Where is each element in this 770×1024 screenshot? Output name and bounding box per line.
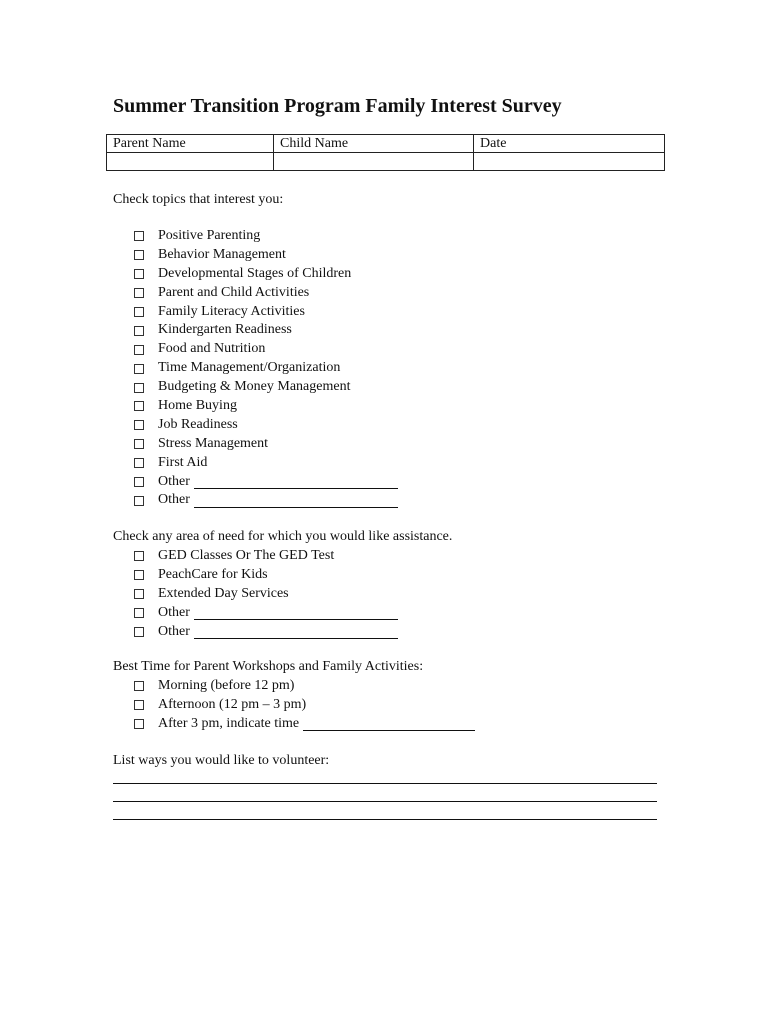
checkbox[interactable]: [134, 496, 144, 506]
list-item[interactable]: [134, 715, 475, 734]
checkbox-label: Home Buying: [158, 398, 237, 414]
checkbox[interactable]: [134, 458, 144, 468]
parent-name-field[interactable]: [107, 153, 274, 171]
checkbox[interactable]: [134, 401, 144, 411]
checkbox-label: Other: [158, 604, 190, 620]
checkbox[interactable]: [134, 719, 144, 729]
checkbox[interactable]: [134, 288, 144, 298]
best-time-checklist: [134, 677, 475, 734]
checkbox[interactable]: [134, 477, 144, 487]
checkbox[interactable]: [134, 551, 144, 561]
checkbox-label: Other: [158, 492, 190, 508]
list-item[interactable]: [134, 547, 398, 566]
checkbox-label: Time Management/Organization: [158, 360, 341, 376]
checkbox-label: Parent and Child Activities: [158, 284, 310, 300]
checkbox-label: Kindergarten Readiness: [158, 322, 292, 338]
list-item[interactable]: [134, 416, 398, 435]
checkbox-label: PeachCare for Kids: [158, 566, 268, 582]
checkbox-label: GED Classes Or The GED Test: [158, 548, 335, 563]
child-name-header: Child Name: [274, 135, 474, 153]
checkbox[interactable]: [134, 326, 144, 336]
checkbox-label: Positive Parenting: [158, 228, 261, 243]
other-topic-blank[interactable]: [194, 494, 398, 508]
checkbox-label: Family Literacy Activities: [158, 303, 305, 319]
assistance-label: Check any area of need for which you would like assistance.: [113, 529, 453, 544]
list-item[interactable]: [134, 696, 475, 715]
list-item[interactable]: [134, 454, 398, 473]
list-item[interactable]: [134, 491, 398, 510]
checkbox[interactable]: [134, 589, 144, 599]
checkbox[interactable]: [134, 420, 144, 430]
checkbox-label: Job Readiness: [158, 416, 238, 432]
list-item[interactable]: [134, 473, 398, 492]
checkbox-label: Budgeting & Money Management: [158, 379, 351, 395]
checkbox[interactable]: [134, 364, 144, 374]
checkbox[interactable]: [134, 345, 144, 355]
list-item[interactable]: [134, 435, 398, 454]
time-blank[interactable]: [303, 717, 475, 731]
topics-checklist: [134, 227, 398, 510]
list-item[interactable]: [134, 623, 398, 642]
list-item[interactable]: [134, 284, 398, 303]
list-item[interactable]: [134, 566, 398, 585]
volunteer-line[interactable]: [113, 801, 657, 802]
best-time-label: Best Time for Parent Workshops and Family Activities:: [113, 659, 424, 674]
checkbox-label: Developmental Stages of Children: [158, 265, 352, 281]
page-title: Summer Transition Program Family Interest Survey: [113, 95, 562, 117]
checkbox[interactable]: [134, 439, 144, 449]
checkbox[interactable]: [134, 269, 144, 279]
checkbox-label: Stress Management: [158, 435, 269, 451]
checkbox[interactable]: [134, 700, 144, 710]
checkbox-label: Food and Nutrition: [158, 341, 266, 357]
checkbox[interactable]: [134, 307, 144, 317]
checkbox[interactable]: [134, 250, 144, 260]
list-item[interactable]: [134, 340, 398, 359]
list-item[interactable]: [134, 378, 398, 397]
date-field[interactable]: [474, 153, 665, 171]
checkbox-label: Extended Day Services: [158, 585, 289, 601]
list-item[interactable]: [134, 227, 398, 246]
checkbox[interactable]: [134, 231, 144, 241]
date-header: Date: [474, 135, 665, 153]
checkbox[interactable]: [134, 383, 144, 393]
checkbox[interactable]: [134, 681, 144, 691]
topics-label: Check topics that interest you:: [113, 192, 284, 207]
info-table-input-row: [107, 153, 665, 171]
checkbox[interactable]: [134, 608, 144, 618]
checkbox-label: Other: [158, 623, 190, 639]
list-item[interactable]: [134, 604, 398, 623]
checkbox-label: Other: [158, 473, 190, 489]
info-table: [106, 134, 665, 171]
checkbox-label: Behavior Management: [158, 246, 286, 262]
list-item[interactable]: [134, 677, 475, 696]
checkbox-label: After 3 pm, indicate time: [158, 715, 300, 731]
list-item[interactable]: [134, 303, 398, 322]
assistance-checklist: [134, 547, 398, 641]
checkbox-label: Morning (before 12 pm): [158, 678, 295, 693]
list-item[interactable]: [134, 397, 398, 416]
checkbox-label: First Aid: [158, 454, 208, 470]
volunteer-line[interactable]: [113, 783, 657, 784]
list-item[interactable]: [134, 265, 398, 284]
checkbox-label: Afternoon (12 pm – 3 pm): [158, 696, 307, 712]
other-assistance-blank[interactable]: [194, 625, 398, 639]
checkbox[interactable]: [134, 570, 144, 580]
list-item[interactable]: [134, 585, 398, 604]
list-item[interactable]: [134, 359, 398, 378]
volunteer-line[interactable]: [113, 819, 657, 820]
list-item[interactable]: [134, 246, 398, 265]
parent-name-header: Parent Name: [107, 135, 274, 153]
checkbox[interactable]: [134, 627, 144, 637]
other-assistance-blank[interactable]: [194, 606, 398, 620]
info-table-header-row: [107, 135, 665, 153]
other-topic-blank[interactable]: [194, 475, 398, 489]
child-name-field[interactable]: [274, 153, 474, 171]
volunteer-label: List ways you would like to volunteer:: [113, 753, 330, 768]
list-item[interactable]: [134, 321, 398, 340]
